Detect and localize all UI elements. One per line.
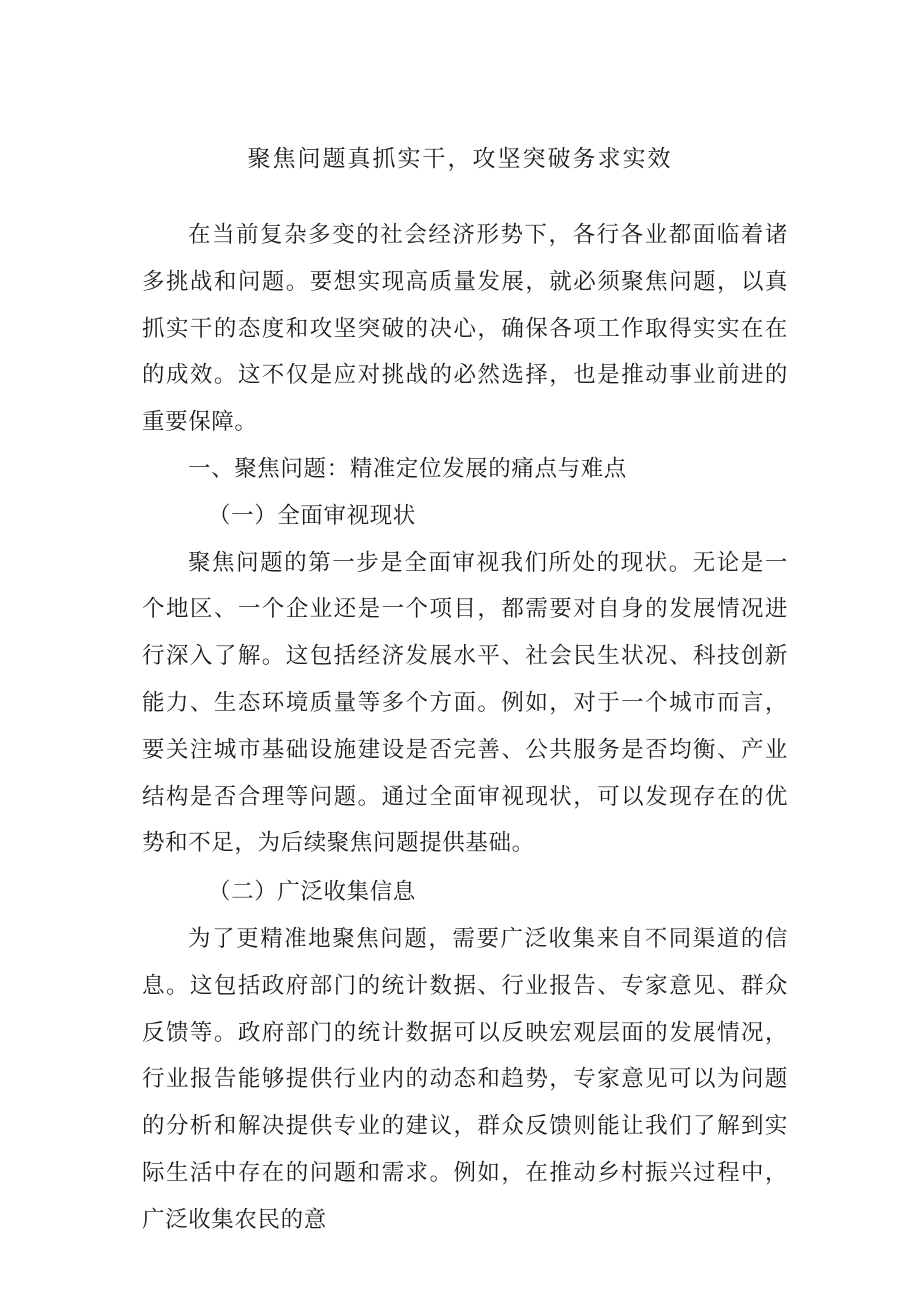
intro-paragraph: 在当前复杂多变的社会经济形势下，各行各业都面临着诸多挑战和问题。要想实现高质量发展，就必须聚焦问题，以真抓实干的态度和攻坚突破的决心，确保各项工作取得实实在在的成效。这不仅是应对挑战的必然选择，也是推动事业前进的重要保障。 (142, 222, 788, 436)
body-paragraph-1: 聚焦问题的第一步是全面审视我们所处的现状。无论是一个地区、一个企业还是一个项目，都需要对自身的发展情况进行深入了解。这包括经济发展水平、社会民生状况、科技创新能力、生态环境质量等多个方面。例如，对于一个城市而言，要关注城市基础设施建设是否完善、公共服务是否均衡、产业结构是否合理等问题。通过全面审视现状，可以发现存在的优势和不足，为后续聚焦问题提供基础。 (142, 549, 788, 857)
subsection-heading-1: （一）全面审视现状 (208, 502, 416, 529)
document-body (142, 212, 788, 1244)
section-heading-1: 一、聚焦问题：精准定位发展的痛点与难点 (188, 455, 627, 482)
body-paragraph-2: 为了更精准地聚焦问题，需要广泛收集来自不同渠道的信息。这包括政府部门的统计数据、行业报告、专家意见、群众反馈等。政府部门的统计数据可以反映宏观层面的发展情况，行业报告能够提供行业内的动态和趋势，专家意见可以为问题的分析和解决提供专业的建议，群众反馈则能让我们了解到实际生活中存在的问题和需求。例如，在推动乡村振兴过程中，广泛收集农民的意 (142, 925, 788, 1233)
document-title: 聚焦问题真抓实干，攻坚突破务求实效 (247, 146, 673, 172)
subsection-heading-2: （二）广泛收集信息 (208, 879, 416, 906)
